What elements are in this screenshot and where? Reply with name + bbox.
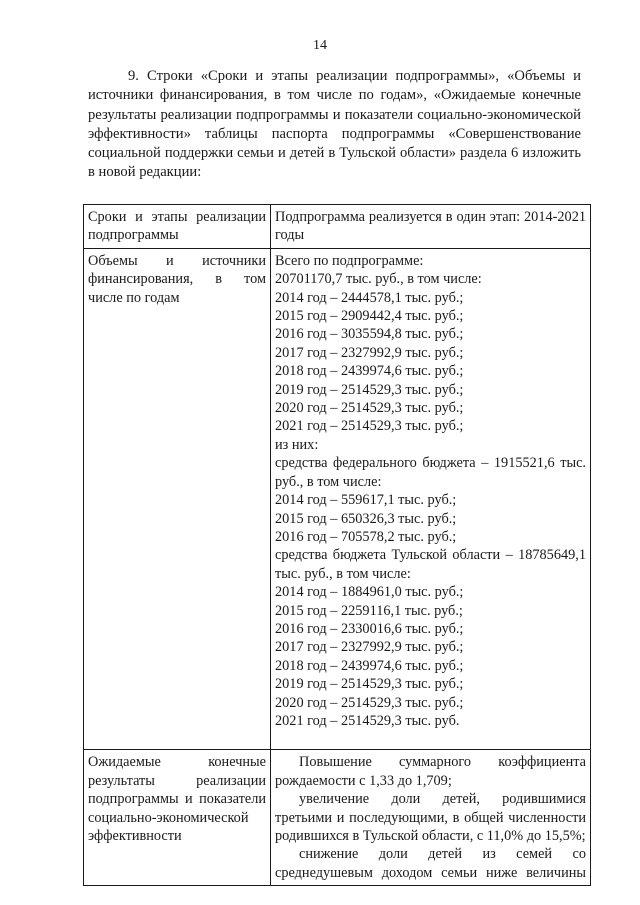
funding-total-year: 2017 год – 2327992,9 тыс. руб.;: [275, 344, 464, 361]
funding-regional-year: 2021 год – 2514529,3 тыс. руб.: [275, 712, 460, 729]
funding-regional-year: 2016 год – 2330016,6 тыс. руб.;: [275, 620, 464, 637]
label-period: Сроки и этапы реализации подпрограммы: [84, 205, 271, 249]
funding-of-them: из них:: [275, 436, 319, 453]
funding-total-year: 2016 год – 3035594,8 тыс. руб.;: [275, 326, 464, 343]
table-row-results: [84, 750, 591, 886]
content-results: [271, 750, 591, 886]
funding-federal-year: 2016 год – 705578,2 тыс. руб.;: [275, 528, 457, 545]
funding-total-year: 2014 год – 2444578,1 тыс. руб.;: [275, 289, 464, 306]
content-period: Подпрограмма реализуется в один этап: 2014-2021 годы: [271, 205, 591, 249]
result-item: увеличение доли детей, родившимися третьими и последующими, в общей численности родившихся в Тульской области, с 11,0% до 15,5%;: [275, 791, 586, 844]
funding-total-year: 2015 год – 2909442,4 тыс. руб.;: [275, 308, 464, 325]
funding-regional-year: 2015 год – 2259116,1 тыс. руб.;: [275, 602, 463, 619]
content-funding: [271, 248, 591, 750]
intro-paragraph: 9. Строки «Сроки и этапы реализации подпрограммы», «Объемы и источники финансирования, в том числе по годам», «Ожидаемые конечные результаты реализации подпрограммы и показатели социально-экономической эффективности» таблицы паспорта подпрограммы «Совершенствование социальной поддержки семьи и детей в Тульской области» раздела 6 изложить в новой редакции:: [88, 68, 581, 181]
label-results: Ожидаемые конечные результаты реализации подпрограммы и показатели социально-экономической эффективности: [84, 750, 271, 886]
funding-regional-year: 2020 год – 2514529,3 тыс. руб.;: [275, 694, 464, 711]
result-item: снижение доли детей из семей со среднедушевым доходом семьи ниже величины: [275, 846, 586, 881]
funding-total-year: 2021 год – 2514529,3 тыс. руб.;: [275, 418, 464, 435]
funding-total-year: 2019 год – 2514529,3 тыс. руб.;: [275, 381, 464, 398]
label-funding: Объемы и источники финансирования, в том числе по годам: [84, 248, 271, 750]
funding-spacer: [275, 730, 586, 746]
table-row-funding: [84, 248, 591, 750]
funding-regional-year: 2019 год – 2514529,3 тыс. руб.;: [275, 676, 464, 693]
passport-table: [83, 204, 591, 886]
funding-federal-year: 2015 год – 650326,3 тыс. руб.;: [275, 510, 457, 527]
funding-total-year: 2018 год – 2439974,6 тыс. руб.;: [275, 363, 464, 380]
result-item: Повышение суммарного коэффициента рождаемости с 1,33 до 1,709;: [275, 754, 586, 789]
table-row-period: [84, 205, 591, 249]
funding-total-heading: Всего по подпрограмме:: [275, 252, 424, 269]
funding-regional-year: 2017 год – 2327992,9 тыс. руб.;: [275, 639, 464, 656]
funding-regional-heading: средства бюджета Тульской области – 18785649,1 тыс. руб., в том числе:: [275, 547, 586, 582]
funding-total-year: 2020 год – 2514529,3 тыс. руб.;: [275, 400, 464, 417]
funding-federal-year: 2014 год – 559617,1 тыс. руб.;: [275, 492, 457, 509]
funding-federal-heading: средства федерального бюджета – 1915521,6 тыс. руб., в том числе:: [275, 455, 586, 490]
funding-total-value: 20701170,7 тыс. руб., в том числе:: [275, 271, 482, 288]
page-number: 14: [313, 38, 327, 53]
funding-regional-year: 2014 год – 1884961,0 тыс. руб.;: [275, 584, 464, 601]
funding-regional-year: 2018 год – 2439974,6 тыс. руб.;: [275, 657, 464, 674]
